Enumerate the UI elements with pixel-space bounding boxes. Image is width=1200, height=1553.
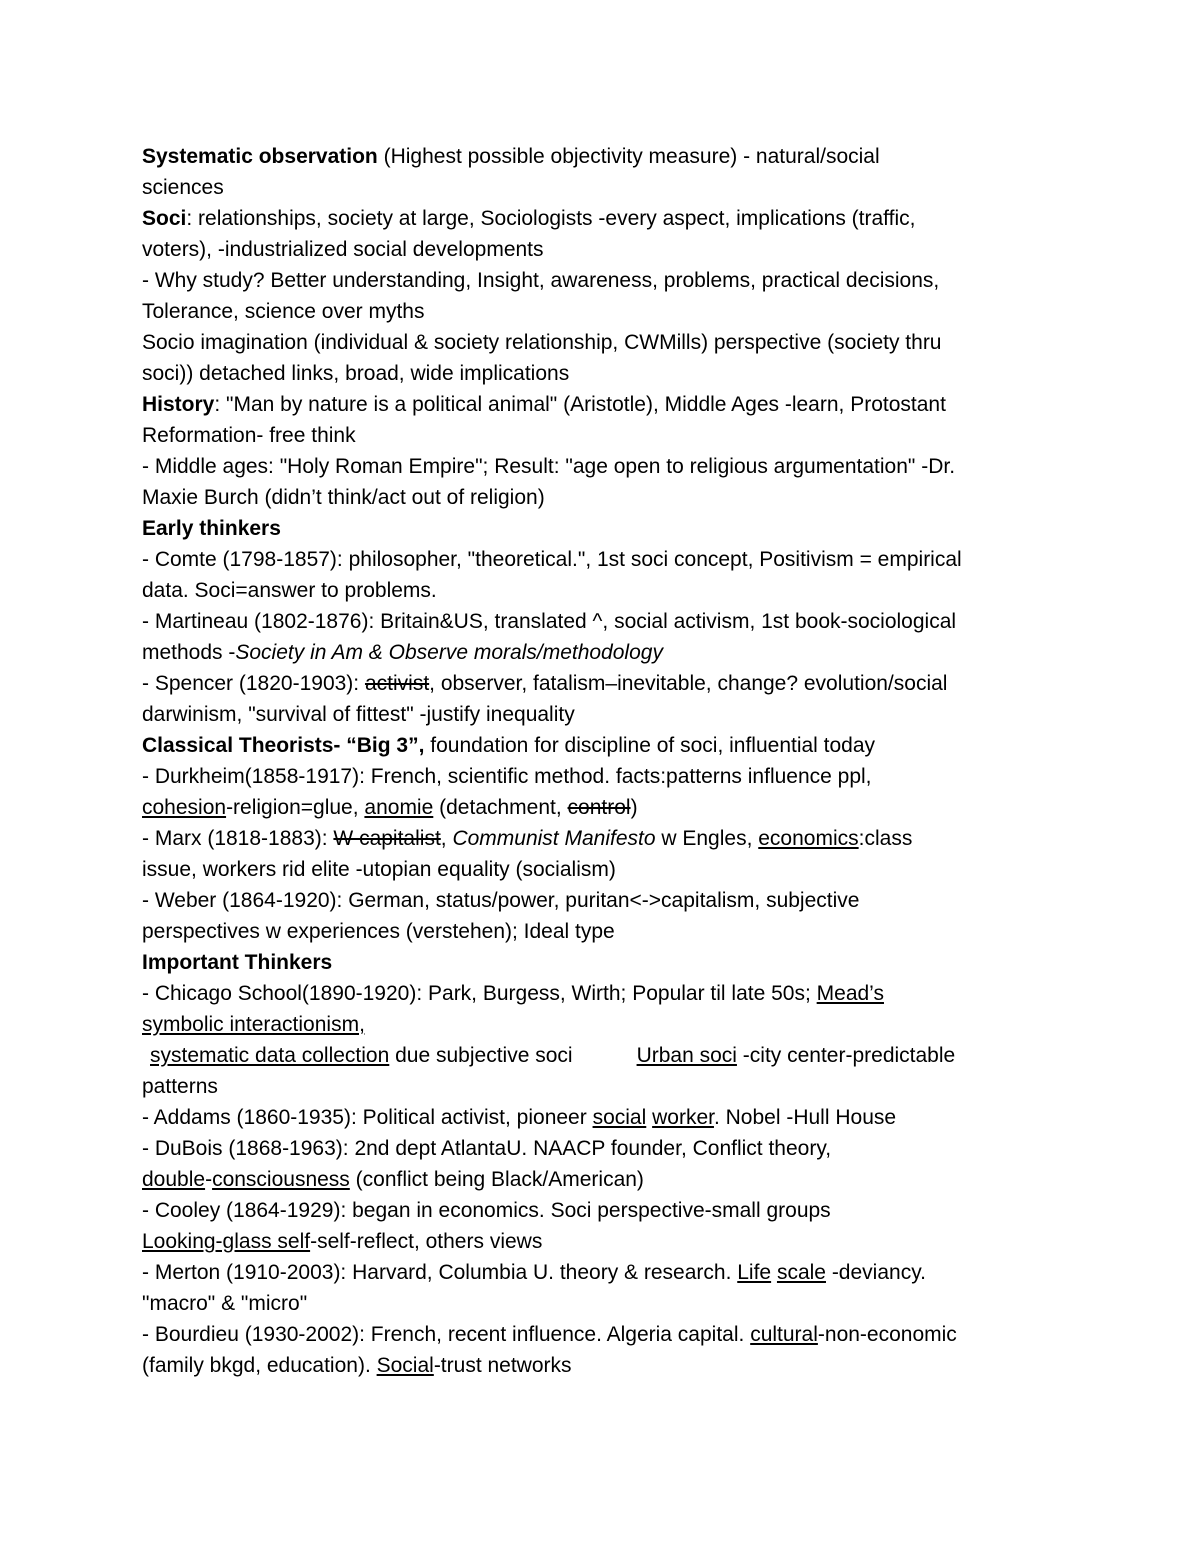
note-line: [142, 1009, 1082, 1040]
book-title: Society in Am & Observe morals/methodology: [235, 641, 663, 664]
note-line: - Weber (1864-1920): German, status/power, puritan<->capitalism, subjective: [142, 889, 860, 912]
underlined-term: Urban soci: [636, 1044, 737, 1067]
term-heading: Classical Theorists- “Big 3”,: [142, 734, 425, 757]
note-line: voters), -industrialized social developments: [142, 238, 544, 261]
note-line: patterns: [142, 1075, 218, 1098]
underlined-term: systematic data collection: [150, 1044, 390, 1067]
note-line: History: "Man by nature is a political animal" (Aristotle), Middle Ages -learn, Protostant: [142, 393, 946, 416]
book-title: Communist Manifesto: [452, 827, 656, 850]
note-line: - Comte (1798-1857): philosopher, "theoretical.", 1st soci concept, Positivism = empirical: [142, 548, 962, 571]
underlined-term: Life: [737, 1261, 772, 1284]
underlined-term: double: [142, 1168, 206, 1191]
note-line: - Why study? Better understanding, Insight, awareness, problems, practical decisions,: [142, 269, 940, 292]
note-line: - Spencer (1820-1903): activist, observer, fatalism–inevitable, change? evolution/social: [142, 672, 948, 695]
note-line: Socio imagination (individual & society relationship, CWMills) perspective (society thru: [142, 331, 942, 354]
note-line: methods -Society in Am & Observe morals/methodology: [142, 641, 663, 664]
note-line: cohesion-religion=glue, anomie (detachment, control): [142, 796, 638, 819]
section-heading: Important Thinkers: [142, 951, 333, 974]
underlined-term: Mead’s: [816, 982, 884, 1005]
note-line: - Merton (1910-2003): Harvard, Columbia U. theory & research. Life scale -deviancy.: [142, 1261, 926, 1284]
underlined-term: economics: [758, 827, 859, 850]
note-line: Classical Theorists- “Big 3”, foundation for discipline of soci, influential today: [142, 734, 876, 757]
underlined-term: scale: [776, 1261, 826, 1284]
underlined-term: anomie: [364, 796, 434, 819]
underlined-term: social: [592, 1106, 647, 1129]
note-line: Systematic observation (Highest possible objectivity measure) - natural/social: [142, 145, 880, 168]
notes-body: [142, 141, 1082, 1381]
underlined-term: consciousness: [212, 1168, 350, 1191]
struck-text: W capitalist: [333, 827, 441, 850]
term-heading: Soci: [142, 207, 187, 230]
term-heading: History: [142, 393, 215, 416]
note-line: darwinism, "survival of fittest" -justify inequality: [142, 703, 575, 726]
note-line: - Marx (1818-1883): W capitalist, Communist Manifesto w Engles, economics:class: [142, 827, 913, 850]
note-line: - Chicago School(1890-1920): Park, Burgess, Wirth; Popular til late 50s; Mead’s: [142, 982, 884, 1005]
underlined-term: cultural: [750, 1323, 818, 1346]
note-line: double-consciousness (conflict being Black/American): [142, 1168, 644, 1191]
note-line: - Durkheim(1858-1917): French, scientific method. facts:patterns influence ppl,: [142, 765, 872, 788]
note-line: - Bourdieu (1930-2002): French, recent influence. Algeria capital. cultural-non-economic: [142, 1323, 957, 1346]
note-line: (family bkgd, education). Social-trust networks: [142, 1354, 572, 1377]
note-line: Looking-glass self-self-reflect, others views: [142, 1230, 543, 1253]
note-line: data. Soci=answer to problems.: [142, 579, 437, 602]
underlined-term: Looking-glass self: [142, 1230, 311, 1253]
note-line: Soci: relationships, society at large, Sociologists -every aspect, implications (traffic,: [142, 207, 916, 230]
note-line: "macro" & "micro": [142, 1292, 308, 1315]
note-line: - Martineau (1802-1876): Britain&US, translated ^, social activism, 1st book-sociological: [142, 610, 957, 633]
term-heading: Systematic observation: [142, 145, 378, 168]
note-line: perspectives w experiences (verstehen); Ideal type: [142, 920, 615, 943]
section-heading: Early thinkers: [142, 517, 281, 540]
note-line: sciences: [142, 176, 224, 199]
note-line: soci)) detached links, broad, wide implications: [142, 362, 570, 385]
note-line: - Middle ages: "Holy Roman Empire"; Result: "age open to religious argumentation" -Dr.: [142, 455, 956, 478]
underlined-term: worker: [652, 1106, 714, 1129]
struck-text: control: [567, 796, 631, 819]
underlined-term: Social: [376, 1354, 434, 1377]
note-line: - DuBois (1868-1963): 2nd dept AtlantaU. NAACP founder, Conflict theory,: [142, 1137, 832, 1160]
underlined-term: symbolic interactionism,: [142, 1013, 365, 1036]
note-line: issue, workers rid elite -utopian equality (socialism): [142, 858, 616, 881]
note-line: - Cooley (1864-1929): began in economics. Soci perspective-small groups: [142, 1199, 831, 1222]
note-line: systematic data collection due subjective soci Urban soci -city center-predictable: [150, 1044, 956, 1067]
note-line: - Addams (1860-1935): Political activist, pioneer social worker. Nobel -Hull House: [142, 1106, 897, 1129]
note-line: Tolerance, science over myths: [142, 300, 425, 323]
struck-text: activist: [364, 672, 430, 695]
note-line: Maxie Burch (didn’t think/act out of religion): [142, 486, 545, 509]
underlined-term: cohesion: [142, 796, 227, 819]
note-line: Reformation- free think: [142, 424, 356, 447]
